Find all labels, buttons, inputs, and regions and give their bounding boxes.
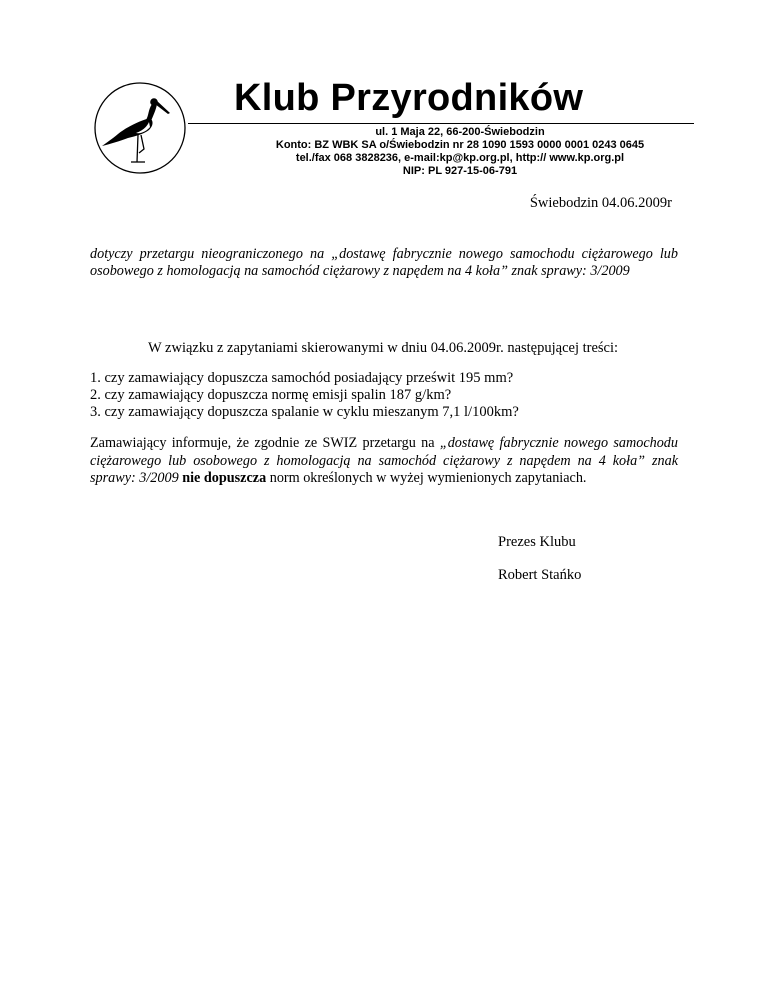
stork-icon <box>92 80 188 176</box>
org-contact: tel./fax 068 3828236, e-mail:kp@kp.org.pl, http:// www.kp.org.pl <box>295 152 625 164</box>
header-divider <box>188 123 694 124</box>
intro-paragraph: W związku z zapytaniami skierowanymi w dniu 04.06.2009r. następującej treści: <box>148 340 619 356</box>
response-paragraph <box>90 435 678 488</box>
response-text-end: norm określonych w wyżej wymienionych zapytaniach. <box>266 470 587 486</box>
list-item: 1. czy zamawiający dopuszcza samochód posiadający prześwit 195 mm? <box>90 370 514 386</box>
subject-line: dotyczy przetargu nieograniczonego na „dostawę fabrycznie nowego samochodu ciężarowego lub osobowego z homologacją na samochód ciężarowy z napędem na 4 koła” znak sprawy: 3/2009 <box>90 246 678 279</box>
signature-name: Robert Stańko <box>498 567 582 583</box>
list-item: 3. czy zamawiający dopuszcza spalanie w cyklu mieszanym 7,1 l/100km? <box>90 404 519 420</box>
org-bank-account: Konto: BZ WBK SA o/Świebodzin nr 28 1090 1593 0000 0001 0243 0645 <box>275 139 645 151</box>
org-name: Klub Przyrodników <box>234 77 584 119</box>
place-date: Świebodzin 04.06.2009r <box>529 195 672 211</box>
org-address: ul. 1 Maja 22, 66-200-Świebodzin <box>375 126 545 138</box>
response-text: Zamawiający informuje, że zgodnie ze SWIZ przetargu na <box>90 435 440 451</box>
tender-title: „dostawę fabrycznie nowego samochodu ciężarowego lub osobowego z homologacją na samochód ciężarowy z napędem na 4 koła” znak sprawy: 3/2009 <box>90 435 678 486</box>
org-nip: NIP: PL 927-15-06-791 <box>402 165 518 177</box>
signature-title: Prezes Klubu <box>498 534 576 550</box>
questions-list <box>90 370 519 421</box>
list-item: 2. czy zamawiający dopuszcza normę emisji spalin 187 g/km? <box>90 387 452 403</box>
decision-text: nie dopuszcza <box>178 470 267 486</box>
